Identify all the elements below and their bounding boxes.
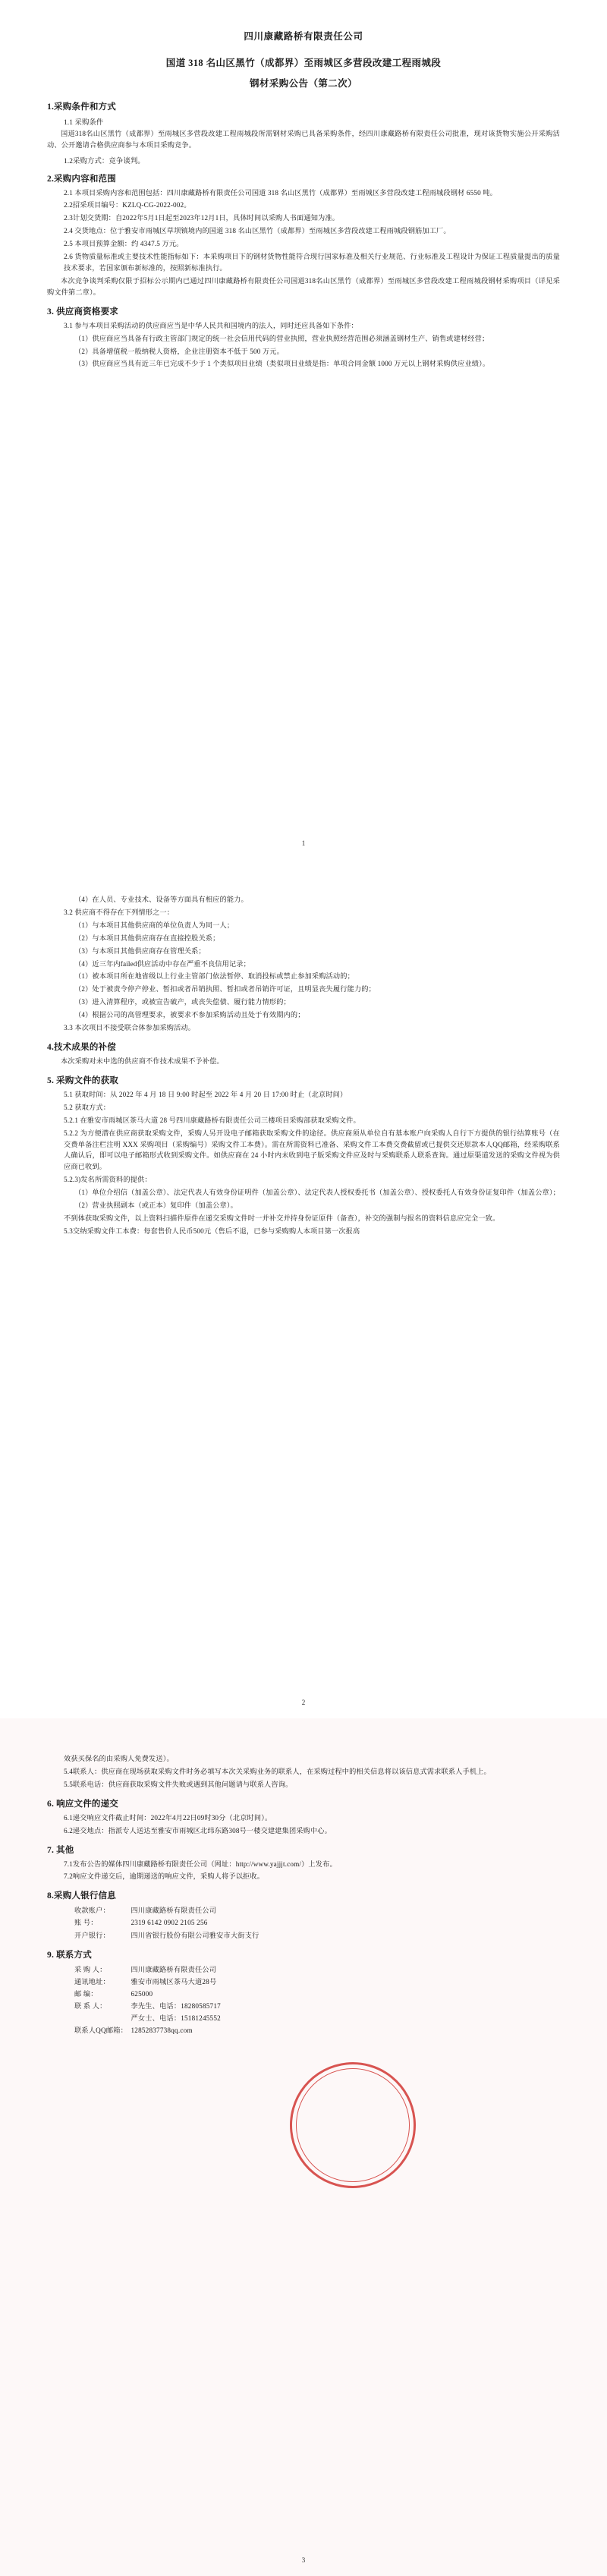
signature-area: [47, 2036, 560, 2203]
document-title-line-1: 国道 318 名山区黑竹（成都界）至雨城区多营段改建工程雨城段: [165, 58, 442, 68]
page-1: [0, 0, 607, 859]
section-5-continued-item: 5.4联系人：供应商在现场获取采购文件时务必填写本次关采购业务的联系人，在采购过程中的相关信息将以该信息式需求联系人手机上。: [64, 1767, 491, 1775]
contact-row: [47, 2000, 560, 2012]
section-5-item: 5.1 获取时间：从 2022 年 4 月 18 日 9:00 时起至 2022 年 4 月 20 日 17:00 时止（北京时间）: [64, 1090, 348, 1098]
section-3-item: （4）在人员、专业技术、设备等方面具有相应的能力。: [74, 896, 248, 903]
section-heading-3: 3. 供应商资格要求: [47, 307, 118, 316]
page-2: [0, 859, 607, 1718]
section-5-item: 不到体获取采购文件，以上资料扫描件原件在递交采购文件时一并补交并持身份证原件（备查），补交的强制与报名的资料信息应完全一致。: [64, 1214, 500, 1222]
section-5-item: 5.2 获取方式：: [64, 1103, 111, 1111]
section-2-item: 2.1 本项目采购内容和范围包括：四川康藏路桥有限责任公司国道 318 名山区黑竹（成都界）至雨城区多营段改建工程雨城段钢材 6550 吨。: [64, 188, 497, 197]
contact-row-value: 625000: [131, 1989, 153, 1998]
section-7-item: 7.2响应文件递交后，逾期递送的响应文件，采购人将予以拒收。: [64, 1872, 265, 1881]
document-title-line-2: 钢材采购公告（第二次）: [250, 77, 357, 89]
section-3-item: （4）近三年内failed供应活动中存在严重不良信用记录；: [74, 959, 250, 968]
bank-row-label: 收款账户：: [74, 1907, 110, 1915]
bank-row-value: 2319 6142 0902 2105 256: [131, 1919, 208, 1927]
section-heading-5: 5. 采购文件的获取: [47, 1075, 118, 1085]
page-number-1: 1: [301, 839, 306, 847]
contact-row-value: 李先生、电话：18280585717: [131, 2001, 221, 2010]
page-3: [0, 1718, 607, 2576]
company-seal-stamp: [284, 2056, 422, 2194]
section-3-item: （2）与本项目其他供应商存在直接控股关系；: [74, 934, 220, 942]
section-7-item: 7.1发布公告的媒体四川康藏路桥有限责任公司（网址：http://www.yajjjt.com/）上发布。: [64, 1860, 337, 1868]
contact-row-value: 12852837738qq.com: [131, 2026, 193, 2035]
section-5-continued-item: 5.5联系电话：供应商获取采购文件失败或遇到其他问题请与联系人咨询。: [64, 1780, 293, 1788]
section-5-item: （2）营业执照副本（或正本）复印件（加盖公章）。: [74, 1201, 237, 1210]
section-1-paragraph: 国道318名山区黑竹（成都界）至雨城区多营段改建工程雨城段所需钢材采购已具备采购条件，经四川康藏路桥有限责任公司批准，现对该货物实施公开采购活动、公开邀请合格供应商参与本项目采购竞争。: [47, 129, 560, 149]
contact-row-label: 采 购 人：: [74, 1965, 107, 1973]
bank-row: [47, 1916, 560, 1929]
section-2-item: 2.5 本项目预算金额：约 4347.5 万元。: [64, 240, 184, 248]
section-2-item: 2.3计划交货期：自2022年5月1日起至2023年12月1日，具体时间以采购人书面通知为准。: [64, 214, 340, 222]
section-5-continued-item: 效获买保名的由采购人免费发送）。: [64, 1755, 174, 1762]
contact-row-label: 联系人QQ邮箱：: [74, 2026, 127, 2035]
page-number-3: 3: [301, 2556, 306, 2564]
section-3-item: （3）进入清算程序，或被宣告破产，或丧失偿债、履行能力情形的；: [74, 998, 291, 1006]
section-3-item: 3.3 本次项目不接受联合体参加采购活动。: [64, 1024, 196, 1032]
section-1-sub-2: 1.2采购方式：竞争谈判。: [64, 157, 145, 165]
section-heading-1: 1.采购条件和方式: [47, 102, 116, 112]
section-2-item: 2.2招采项目编号：KZLQ-CG-2022-002。: [64, 201, 191, 209]
section-5-item: 5.2.2 为方便潜在供应商获取采购文件，采购人另开设电子邮箱获取采购文件的途径。供应商须从单位自有基本账户向采购人自行下方提供的银行结算账号（在交费单备注栏注明 XXX 采购项目（采购编号）采购文件工本费）。需在所需资料已准备、采购文件工本费交费截留或已提供交还原款本人QQ邮箱，经采购联系人确认后，即可以电子邮箱形式收到采购文件。如供应商在 24 小时内未收到电子版采购文件应及时与采购联系人联系查询。通过原渠道发送的采购文件视为供应商已收到。: [64, 1129, 560, 1171]
contact-row-label: 邮 编：: [74, 1989, 98, 1998]
section-2-item: 2.6 货物质量标准或主要技术性能指标如下：本采购项目下的钢材货物性能符合现行国家标准及相关行业规范、行业标准及工程设计为保证工程质量提出的质量技术要求，若国家颁布新标准的，按照新标准执行。: [64, 253, 560, 272]
bank-row-value: 四川康藏路桥有限责任公司: [131, 1907, 217, 1915]
company-name: 四川康藏路桥有限责任公司: [244, 31, 363, 42]
section-6-item: 6.1递交响应文件截止时间：2022年4月22日09时30分（北京时间）。: [64, 1813, 272, 1822]
contact-row-value: 四川康藏路桥有限责任公司: [131, 1965, 217, 1973]
bank-row: [47, 1929, 560, 1941]
section-4-paragraph: 本次采购对未中选的供应商不作技术成果不予补偿。: [61, 1057, 224, 1065]
contact-row: [47, 1976, 560, 1988]
section-3-item: 3.2 供应商不得存在下列情形之一：: [64, 908, 175, 916]
contact-row-value: 雅安市雨城区茶马大道28号: [131, 1977, 217, 1986]
section-heading-8: 8.采购人银行信息: [47, 1891, 116, 1901]
contact-row-label: 通讯地址：: [74, 1977, 110, 1986]
section-heading-6: 6. 响应文件的递交: [47, 1799, 118, 1809]
section-1-sub-1: 1.1 采购条件: [64, 118, 104, 127]
contact-row: [47, 1963, 560, 1976]
section-2-closing: 本次竞争谈判采购仅限于招标公示期内已通过四川康藏路桥有限责任公司国道318名山区黑竹（成都界）至雨城区多营段改建工程雨城段钢材采购项目（详见采购文件第二章）。: [47, 276, 560, 296]
contact-row: [47, 2024, 560, 2036]
section-3-item: （1）被本项目所在地省级以上行业主管部门依法暂停、取消投标或禁止参加采购活动的；: [74, 972, 354, 981]
section-3-item: （2）具备增值税一般纳税人资格，企业注册资本不低于 500 万元。: [74, 347, 284, 355]
contact-row: [47, 2012, 560, 2024]
bank-row: [47, 1904, 560, 1916]
contact-row-label: 联 系 人：: [74, 2001, 107, 2010]
section-5-item: 5.3交纳采购文件工本费：每套售价人民币500元（售后不退，已参与采购购人本项目第一次报高: [64, 1227, 360, 1235]
bank-row-label: 账 号：: [74, 1919, 98, 1927]
section-3-item: （3）与本项目其他供应商存在管理关系；: [74, 946, 206, 955]
section-heading-2: 2.采购内容和范围: [47, 174, 116, 184]
bank-row-value: 四川省银行股份有限公司雅安市大街支行: [131, 1931, 259, 1939]
section-3-item: （4）根据公司的高管理要求，被要求不参加采购活动且处于有效期内的；: [74, 1011, 305, 1019]
section-5-item: 5.2.1 在雅安市雨城区茶马大道 28 号四川康藏路桥有限责任公司三楼项目采购部获取采购文件。: [64, 1116, 360, 1124]
section-3-item: （1）供应商应当具备有行政主管部门规定的统一社会信用代码的营业执照，营业执照经营范围必须涵盖钢材生产、销售或建材经营；: [74, 334, 489, 342]
section-3-item: （3）供应商应当具有近三年已完成不少于 1 个类似项目业绩（类似项目业绩是指：单项合同金额 1000 万元以上钢材采购供应业绩）。: [74, 360, 490, 368]
section-heading-4: 4.技术成果的补偿: [47, 1042, 116, 1052]
section-6-item: 6.2递交地点：指派专人送达至雅安市雨城区北纬东路308号一楼交建建集团采购中心。: [64, 1826, 332, 1834]
section-3-item: （1）与本项目其他供应商的单位负责人为同一人；: [74, 921, 234, 929]
section-3-item: 3.1 参与本项目采购活动的供应商应当是中华人民共和国境内的法人，同时还应具备如下条件：: [64, 321, 358, 329]
contact-row-value: 严女士、电话：15181245552: [131, 2014, 221, 2022]
section-5-item: 5.2.3)发名所需资料的提供：: [64, 1176, 152, 1184]
section-5-item: （1）单位介绍信（加盖公章）、法定代表人有效身份证明件（加盖公章）、法定代表人授权委托书（加盖公章）、授权委托人有效身份证复印件（加盖公章）；: [74, 1189, 560, 1197]
section-3-item: （2）处于被责令停产停业、暂扣或者吊销执照、暂扣或者吊销许可证，且明显丧失履行能力的；: [74, 985, 376, 994]
seal-inner-ring: [291, 2063, 416, 2188]
page-number-2: 2: [301, 1699, 306, 1706]
section-heading-7: 7. 其他: [47, 1845, 74, 1855]
contact-row: [47, 1988, 560, 2000]
section-2-item: 2.4 交货地点：位于雅安市雨城区草坝镇境内的国道 318 名山区黑竹（成都界）至雨城区多营段改建工程雨城段钢筋加工厂。: [64, 227, 451, 235]
bank-row-label: 开户银行：: [74, 1931, 110, 1939]
section-heading-9: 9. 联系方式: [47, 1950, 92, 1960]
